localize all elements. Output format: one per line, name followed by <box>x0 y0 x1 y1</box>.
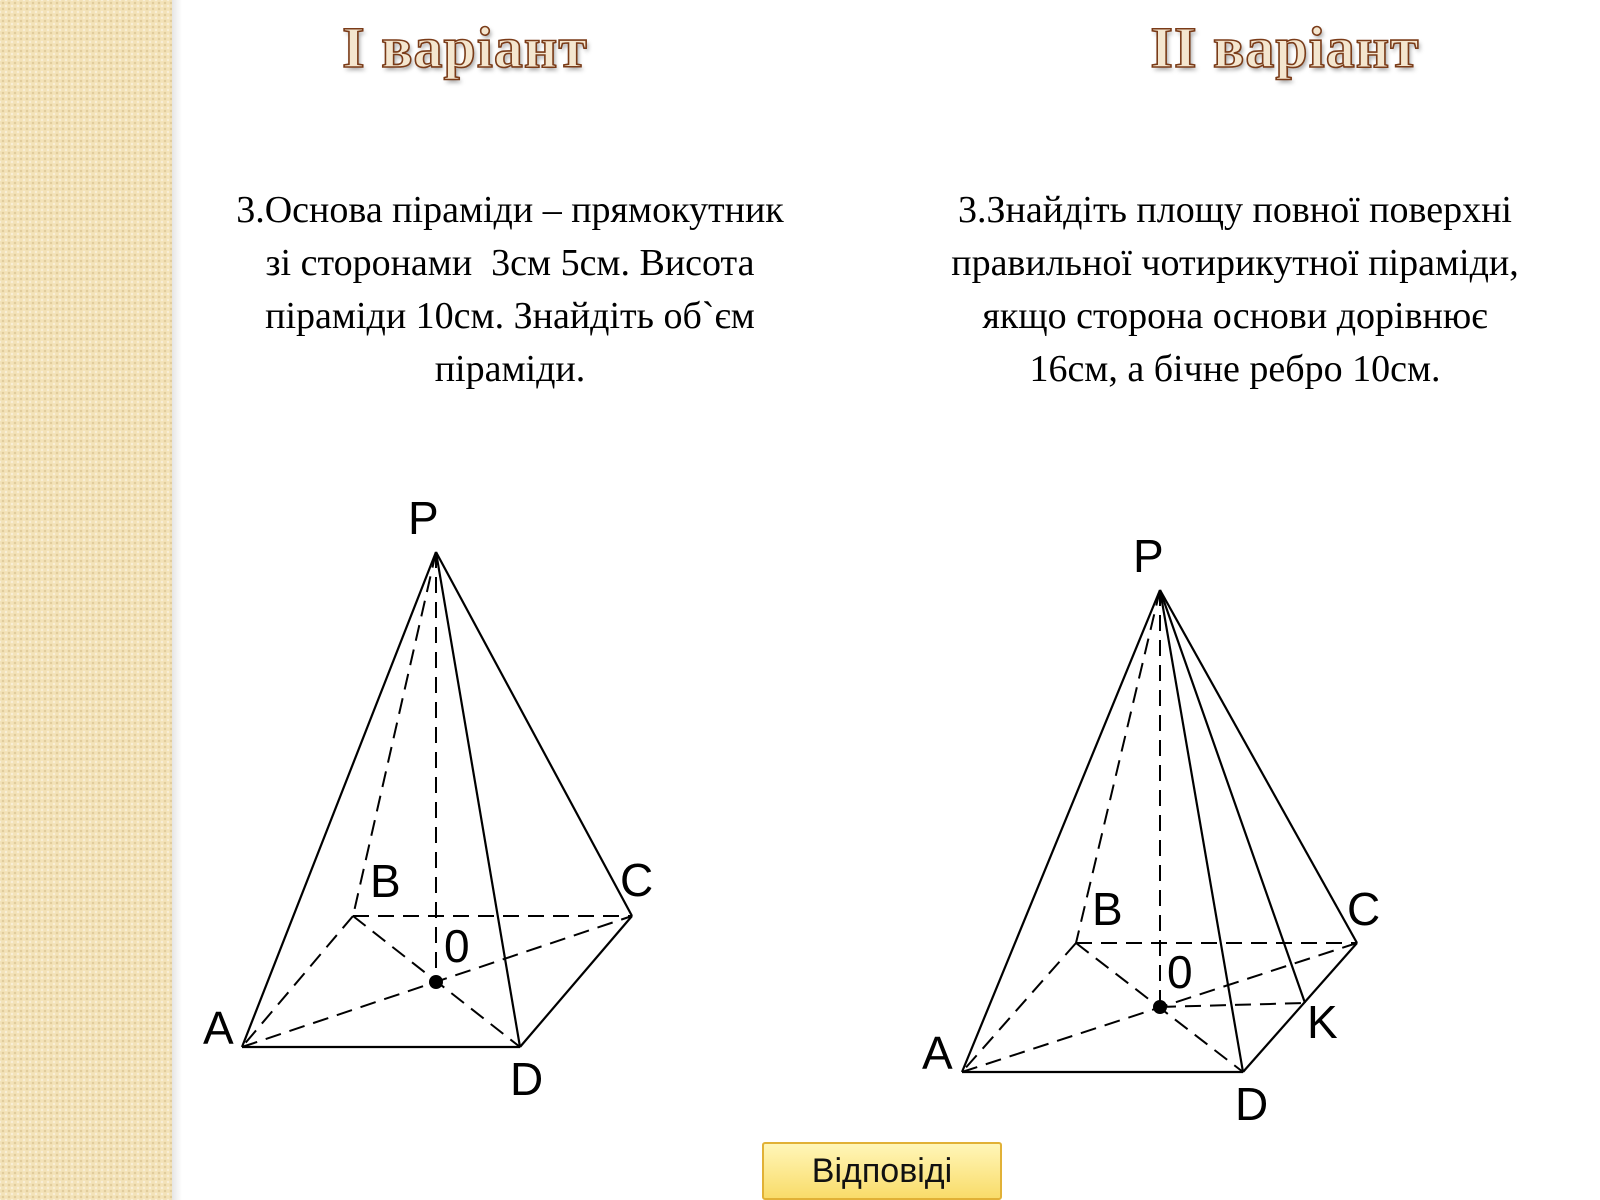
edge-pa <box>962 590 1160 1072</box>
apothem-pk <box>1160 590 1305 1003</box>
problem-line: піраміди 10см. Знайдіть об`єм <box>265 295 755 337</box>
variant-2-title: II варіант <box>1150 15 1420 80</box>
label-b: B <box>1092 883 1123 935</box>
label-d: D <box>510 1053 544 1105</box>
label-a: A <box>922 1027 953 1079</box>
label-p: P <box>408 492 439 544</box>
label-o: 0 <box>444 920 470 972</box>
variant-1-title: I варіант <box>342 15 588 80</box>
problem-line: піраміди. <box>434 348 586 390</box>
problem-line: 3.Знайдіть площу повної поверхні <box>958 189 1512 231</box>
label-p: P <box>1133 530 1164 582</box>
label-a: A <box>203 1002 234 1054</box>
problem-line: якщо сторона основи дорівнює <box>982 295 1488 337</box>
problem-line: зі сторонами 3см 5см. Висота <box>265 242 755 284</box>
center-point-o <box>1153 1000 1167 1014</box>
problem-line: правильної чотирикутної піраміди, <box>951 242 1519 284</box>
problem-line: 3.Основа піраміди – прямокутник <box>236 189 784 231</box>
label-o: 0 <box>1167 946 1193 998</box>
label-b: B <box>370 855 401 907</box>
label-c: C <box>620 854 654 906</box>
problem-line: 16см, а бічне ребро 10см. <box>1029 348 1441 390</box>
label-c: C <box>1347 883 1381 935</box>
label-d: D <box>1235 1078 1269 1130</box>
answers-button[interactable]: Відповіді <box>762 1142 1002 1200</box>
label-k: K <box>1307 996 1338 1048</box>
